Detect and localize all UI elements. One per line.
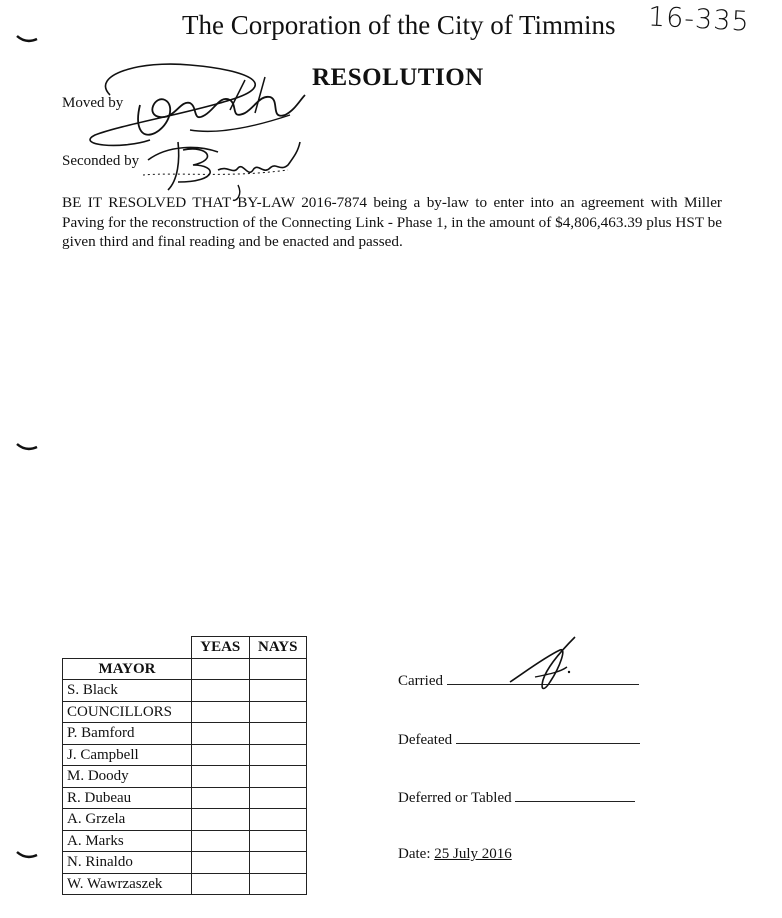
yeas-header: YEAS bbox=[192, 637, 249, 659]
table-row bbox=[63, 701, 307, 723]
date-value: 25 July 2016 bbox=[434, 846, 512, 862]
nays-cell bbox=[249, 766, 306, 788]
member-name: S. Black bbox=[63, 680, 192, 702]
seconded-by-label: Seconded by bbox=[62, 153, 140, 169]
reference-number: 16-335 bbox=[647, 1, 751, 38]
moved-by-label: Moved by bbox=[62, 95, 124, 111]
defeated-label: Defeated bbox=[398, 732, 453, 748]
yeas-cell bbox=[192, 766, 249, 788]
table-row bbox=[63, 744, 307, 766]
resolution-heading: RESOLUTION bbox=[312, 64, 484, 91]
member-name: A. Marks bbox=[63, 830, 192, 852]
mayor-heading: MAYOR bbox=[63, 658, 192, 680]
nays-cell bbox=[249, 744, 306, 766]
document-title: The Corporation of the City of Timmins bbox=[182, 10, 616, 40]
defeated-row bbox=[398, 729, 640, 749]
yeas-cell bbox=[192, 873, 249, 895]
table-row bbox=[63, 873, 307, 895]
deferred-row bbox=[398, 787, 635, 807]
member-name: A. Grzela bbox=[63, 809, 192, 831]
table-row bbox=[63, 680, 307, 702]
defeated-line bbox=[456, 729, 640, 744]
yeas-cell bbox=[192, 852, 249, 874]
vote-table bbox=[62, 636, 307, 895]
margin-mark bbox=[16, 34, 38, 44]
table-row bbox=[63, 787, 307, 809]
member-name: M. Doody bbox=[63, 766, 192, 788]
nays-header: NAYS bbox=[249, 637, 306, 659]
margin-mark bbox=[16, 850, 38, 860]
vote-table-header bbox=[63, 637, 307, 659]
member-name: N. Rinaldo bbox=[63, 852, 192, 874]
yeas-cell bbox=[192, 701, 249, 723]
date-row bbox=[398, 846, 512, 863]
table-row bbox=[63, 766, 307, 788]
nays-cell bbox=[249, 830, 306, 852]
yeas-cell bbox=[192, 658, 249, 680]
carried-initials bbox=[505, 632, 585, 694]
yeas-cell bbox=[192, 723, 249, 745]
yeas-cell bbox=[192, 744, 249, 766]
margin-mark bbox=[16, 442, 38, 452]
nays-cell bbox=[249, 680, 306, 702]
date-label: Date: bbox=[398, 846, 431, 862]
table-row bbox=[63, 830, 307, 852]
councillors-heading: COUNCILLORS bbox=[63, 701, 192, 723]
nays-cell bbox=[249, 809, 306, 831]
header-blank-cell bbox=[63, 637, 192, 659]
table-row bbox=[63, 852, 307, 874]
yeas-cell bbox=[192, 787, 249, 809]
yeas-cell bbox=[192, 809, 249, 831]
nays-cell bbox=[249, 658, 306, 680]
nays-cell bbox=[249, 873, 306, 895]
table-row bbox=[63, 658, 307, 680]
nays-cell bbox=[249, 701, 306, 723]
member-name: R. Dubeau bbox=[63, 787, 192, 809]
nays-cell bbox=[249, 723, 306, 745]
deferred-line bbox=[515, 787, 635, 802]
yeas-cell bbox=[192, 830, 249, 852]
member-name: W. Wawrzaszek bbox=[63, 873, 192, 895]
nays-cell bbox=[249, 852, 306, 874]
deferred-label: Deferred or Tabled bbox=[398, 790, 512, 806]
resolution-body: BE IT RESOLVED THAT BY-LAW 2016-7874 being a by-law to enter into an agreement with Miller Paving for the reconstruction of the Connecting Link - Phase 1, in the amount of $4,806,463.39 plus HST be given third and final reading and be enacted and passed. bbox=[62, 194, 722, 250]
member-name: J. Campbell bbox=[63, 744, 192, 766]
carried-label: Carried bbox=[398, 673, 443, 689]
table-row bbox=[63, 809, 307, 831]
table-row bbox=[63, 723, 307, 745]
yeas-cell bbox=[192, 680, 249, 702]
nays-cell bbox=[249, 787, 306, 809]
member-name: P. Bamford bbox=[63, 723, 192, 745]
